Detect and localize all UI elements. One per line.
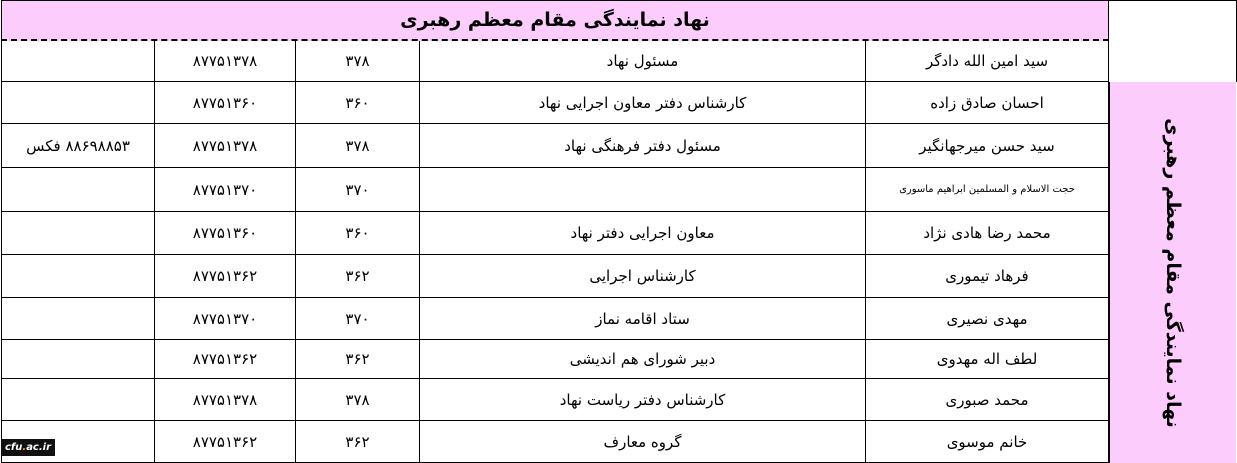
row-7-ext: ۳۷۰ — [345, 309, 370, 328]
row-4-extra-cell — [1, 168, 154, 212]
row-5-extra-cell — [1, 212, 154, 255]
row-9-extra-cell — [1, 379, 154, 421]
row-9-ext: ۳۷۸ — [345, 390, 370, 409]
row-4-phone-cell — [154, 168, 295, 212]
row-2-ext-cell — [295, 82, 419, 124]
row-1-ext-cell — [295, 41, 419, 82]
corner-cell — [1109, 0, 1237, 82]
row-8-extra-cell — [1, 340, 154, 379]
row-9-phone-cell — [154, 379, 295, 421]
row-1-phone: ۸۷۷۵۱۳۷۸ — [192, 52, 258, 70]
row-6-ext-cell — [295, 255, 419, 298]
row-2-phone: ۸۷۷۵۱۳۶۰ — [192, 93, 258, 112]
header-title: نهاد نمایندگی مقام معظم رهبری — [400, 9, 710, 31]
row-10-ext: ۳۶۲ — [345, 432, 370, 451]
row-8-title: دبیر شورای هم اندیشی — [569, 350, 716, 368]
row-1-name: سید امین الله دادگر — [925, 52, 1049, 70]
row-7-name: مهدی نصیری — [946, 309, 1028, 328]
row-7-extra-cell — [1, 298, 154, 340]
row-3-extra: ۸۸۶۹۸۸۵۳ فکس — [26, 136, 130, 155]
row-10-phone: ۸۷۷۵۱۳۶۲ — [192, 432, 258, 451]
row-8-title-cell — [419, 340, 865, 379]
row-6-title-cell — [419, 255, 865, 298]
row-10-title-cell — [419, 421, 865, 463]
row-4-name-cell — [865, 168, 1109, 212]
row-2-extra-cell — [1, 82, 154, 124]
row-8-ext-cell — [295, 340, 419, 379]
row-6-ext: ۳۶۲ — [345, 267, 370, 285]
site-watermark: cfu . ac.ir — [1, 439, 55, 456]
row-4-ext: ۳۷۰ — [345, 180, 370, 199]
row-8-phone: ۸۷۷۵۱۳۶۲ — [192, 350, 258, 368]
row-10-name-cell — [865, 421, 1109, 463]
row-9-name-cell — [865, 379, 1109, 421]
row-1-title-cell — [419, 41, 865, 82]
row-7-ext-cell — [295, 298, 419, 340]
row-10-name: خانم موسوی — [946, 432, 1028, 451]
row-2-title-cell — [419, 82, 865, 124]
row-7-title: ستاد اقامه نماز — [595, 309, 690, 328]
row-2-title: کارشناس دفتر معاون اجرایی نهاد — [538, 93, 747, 112]
row-6-phone-cell — [154, 255, 295, 298]
row-1-title: مسئول نهاد — [606, 52, 679, 70]
row-3-extra-cell — [1, 124, 154, 168]
row-3-phone: ۸۷۷۵۱۳۷۸ — [192, 136, 258, 155]
row-2-phone-cell — [154, 82, 295, 124]
row-8-name-cell — [865, 340, 1109, 379]
row-9-phone: ۸۷۷۵۱۳۷۸ — [192, 390, 258, 409]
side-label: نهاد نمایندگی مقام معظم رهبری — [1109, 82, 1236, 463]
row-6-name-cell — [865, 255, 1109, 298]
table-header — [1, 0, 1109, 41]
row-4-name: حجت الاسلام و المسلمین ابراهیم ماسوری — [899, 184, 1075, 195]
row-6-title: کارشناس اجرایی — [589, 267, 696, 285]
row-5-title-cell — [419, 212, 865, 255]
row-4-ext-cell — [295, 168, 419, 212]
row-9-title-cell — [419, 379, 865, 421]
row-7-name-cell — [865, 298, 1109, 340]
row-5-ext-cell — [295, 212, 419, 255]
row-10-ext-cell — [295, 421, 419, 463]
row-2-name: احسان صادق زاده — [930, 93, 1044, 112]
row-1-extra-cell — [1, 41, 154, 82]
row-6-extra-cell — [1, 255, 154, 298]
row-6-name: فرهاد تیموری — [945, 267, 1029, 285]
row-5-name: محمد رضا هادی نژاد — [923, 224, 1051, 242]
row-3-ext: ۳۷۸ — [345, 136, 370, 155]
row-2-name-cell — [865, 82, 1109, 124]
row-9-title: کارشناس دفتر ریاست نهاد — [559, 390, 726, 409]
row-4-title-cell — [419, 168, 865, 212]
row-3-phone-cell — [154, 124, 295, 168]
row-5-title: معاون اجرایی دفتر نهاد — [570, 224, 715, 242]
row-7-title-cell — [419, 298, 865, 340]
row-3-name-cell — [865, 124, 1109, 168]
row-1-name-cell — [865, 41, 1109, 82]
row-4-phone: ۸۷۷۵۱۳۷۰ — [192, 180, 258, 199]
row-3-title: مسئول دفتر فرهنگی نهاد — [564, 136, 721, 155]
row-8-ext: ۳۶۲ — [345, 350, 370, 368]
row-9-ext-cell — [295, 379, 419, 421]
row-3-title-cell — [419, 124, 865, 168]
row-5-phone: ۸۷۷۵۱۳۶۰ — [192, 224, 258, 242]
row-1-ext: ۳۷۸ — [345, 52, 370, 70]
row-7-phone-cell — [154, 298, 295, 340]
row-5-phone-cell — [154, 212, 295, 255]
row-8-name: لطف اله مهدوی — [936, 350, 1038, 368]
row-5-name-cell — [865, 212, 1109, 255]
row-2-ext: ۳۶۰ — [345, 93, 370, 112]
row-10-title: گروه معارف — [603, 432, 682, 451]
row-5-ext: ۳۶۰ — [345, 224, 370, 242]
row-3-name: سید حسن میرجهانگیر — [919, 136, 1055, 155]
row-1-phone-cell — [154, 41, 295, 82]
row-9-name: محمد صبوری — [945, 390, 1029, 409]
row-8-phone-cell — [154, 340, 295, 379]
row-10-phone-cell — [154, 421, 295, 463]
row-6-phone: ۸۷۷۵۱۳۶۲ — [192, 267, 258, 285]
row-3-ext-cell — [295, 124, 419, 168]
row-7-phone: ۸۷۷۵۱۳۷۰ — [192, 309, 258, 328]
